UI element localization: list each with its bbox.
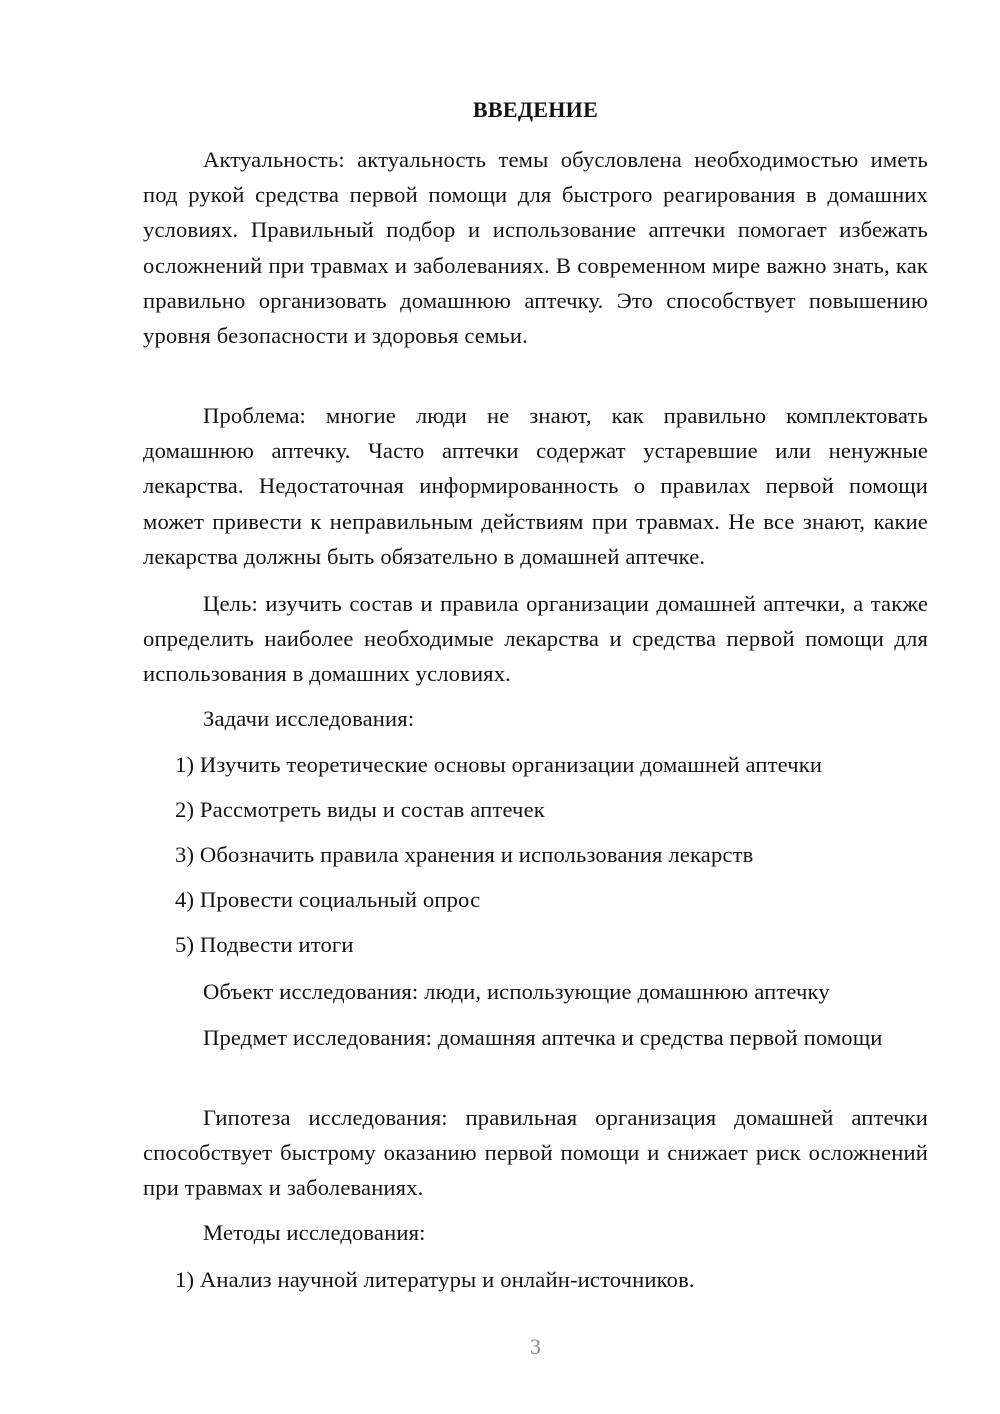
subject-paragraph: Предмет исследования: домашняя аптечка и средства первой помощи bbox=[203, 1025, 883, 1050]
goal-paragraph: Цель: изучить состав и правила организации домашней аптечки, а также определить наиболее необходимые лекарства и средства первой помощи для использования в домашних условиях. bbox=[143, 591, 928, 687]
hypothesis-paragraph: Гипотеза исследования: правильная организация домашней аптечки способствует быстрому оказанию первой помощи и снижает риск осложнений при травмах и заболеваниях. bbox=[143, 1105, 928, 1201]
problem-paragraph: Проблема: многие люди не знают, как правильно комплектовать домашнюю аптечку. Часто аптечки содержат устаревшие или ненужные лекарства. Недостаточная информированность о правилах первой помощи может привести к неправильным действиям при травмах. Не все знают, какие лекарства должны быть обязательно в домашней аптечке. bbox=[143, 403, 928, 569]
task-item-3: 3) Обозначить правила хранения и использования лекарств bbox=[175, 842, 754, 867]
task-item-5: 5) Подвести итоги bbox=[175, 932, 354, 957]
object-line: Объект исследования: люди, использующие домашнюю аптечку bbox=[203, 979, 830, 1004]
task-item-4: 4) Провести социальный опрос bbox=[175, 887, 481, 912]
relevance-paragraph: Актуальность: актуальность темы обусловлена необходимостью иметь под рукой средства первой помощи для быстрого реагирования в домашних условиях. Правильный подбор и использование аптечки помогает избежать осложнений при травмах и заболеваниях. В современном мире важно знать, как правильно организовать домашнюю аптечку. Это способствует повышению уровня безопасности и здоровья семьи. bbox=[143, 147, 928, 349]
task-item-2: 2) Рассмотреть виды и состав аптечек bbox=[175, 797, 545, 822]
tasks-title: Задачи исследования: bbox=[203, 706, 415, 731]
methods-title: Методы исследования: bbox=[203, 1220, 426, 1245]
page-number: 3 bbox=[530, 1334, 541, 1359]
method-item-1: 1) Анализ научной литературы и онлайн-источников. bbox=[175, 1267, 695, 1292]
task-item-1: 1) Изучить теоретические основы организации домашней аптечки bbox=[175, 752, 823, 777]
section-heading: ВВЕДЕНИЕ bbox=[472, 97, 599, 122]
